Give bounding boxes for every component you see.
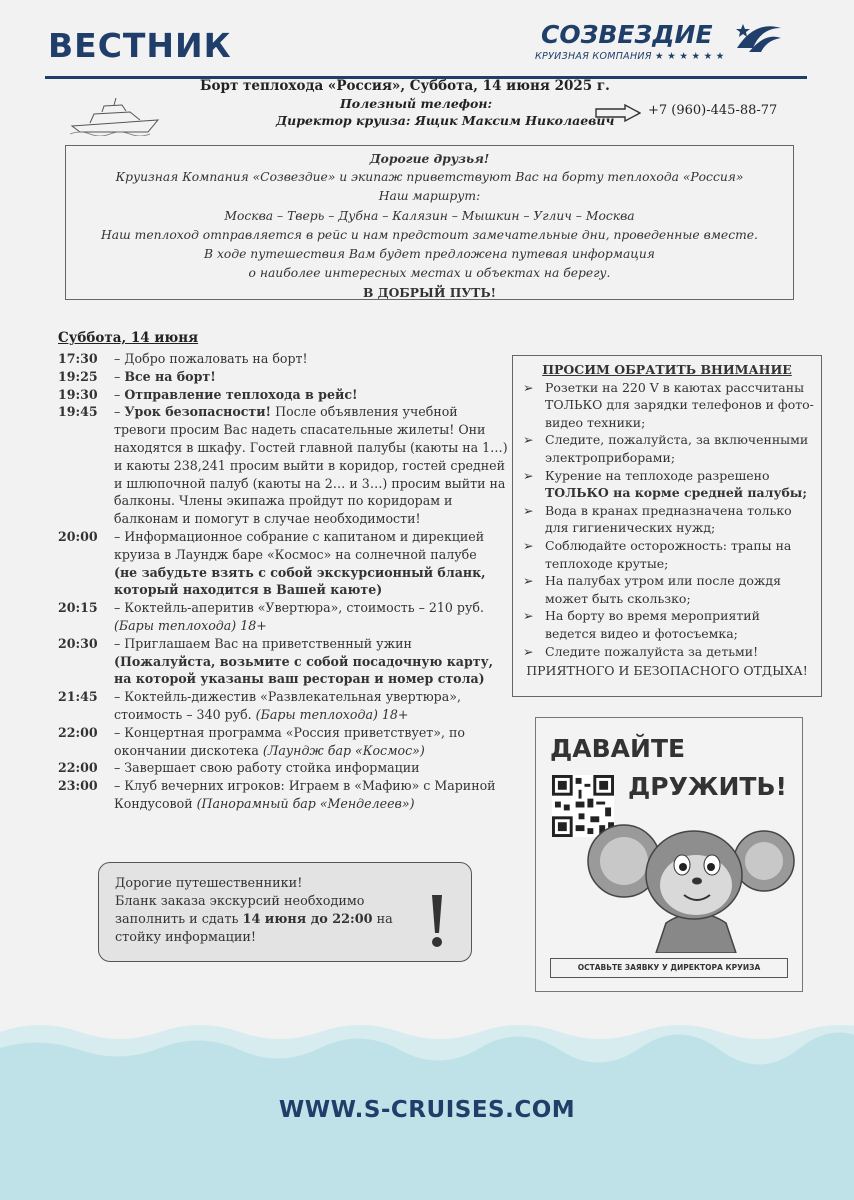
phone-number: +7 (960)-445-88-77 — [648, 103, 778, 118]
welcome-title: Дорогие друзья! — [369, 151, 490, 166]
checkmark-icon: ➢ — [523, 379, 534, 395]
checkmark-icon: ➢ — [523, 608, 534, 624]
schedule-item: 19:25 – Все на борт! — [58, 368, 216, 384]
attention-item: ➢ Следите, пожалуйста, за включенными электроприборами; — [523, 432, 809, 465]
checkmark-icon: ➢ — [523, 467, 534, 483]
schedule-list — [58, 350, 508, 813]
checkmark-icon: ➢ — [523, 502, 534, 518]
cheburashka-illustration-icon — [586, 803, 796, 953]
checkmark-icon: ➢ — [523, 537, 534, 553]
schedule-day: Суббота, 14 июня — [58, 330, 199, 346]
company-logo — [535, 20, 795, 80]
arrow-right-icon — [595, 104, 641, 122]
attention-closing: ПРИЯТНОГО И БЕЗОПАСНОГО ОТДЫХА! — [526, 663, 808, 679]
order-button[interactable]: ОСТАВЬТЕ ЗАЯВКУ У ДИРЕКТОРА КРУИЗА — [550, 958, 788, 978]
schedule-item: 19:30 – Отправление теплохода в рейс! — [58, 386, 358, 402]
phone-label: Полезный телефон: — [340, 96, 493, 111]
excursion-note — [98, 862, 472, 962]
attention-item: ➢ Следите пожалуйста за детьми! — [523, 643, 759, 659]
schedule-item: 22:00 – Завершает свою работу стойка информации — [58, 760, 420, 776]
attention-item: ➢ На борту во время мероприятий ведется видео и фотосъемка; — [523, 608, 760, 641]
cruise-director: Директор круиза: Ящик Максим Николаевич — [276, 113, 615, 128]
checkmark-icon: ➢ — [523, 432, 534, 448]
schedule-item: 21:45 – Коктейль-дижестив «Развлекательная увертюра», стоимость – 340 руб. (Бары теплохода) 18+ — [58, 689, 461, 722]
welcome-box — [65, 145, 794, 300]
attention-title: ПРОСИМ ОБРАТИТЬ ВНИМАНИЕ — [542, 362, 792, 377]
ship-icon — [70, 96, 165, 136]
checkmark-icon: ➢ — [523, 643, 534, 659]
welcome-line: Круизная Компания «Созвездие» и экипаж приветствуют Вас на борту теплохода «Россия» — [115, 170, 744, 185]
welcome-closing: В ДОБРЫЙ ПУТЬ! — [362, 285, 497, 301]
schedule-item: 23:00 – Клуб вечерних игроков: Играем в «Мафию» с Мариной Кондусовой (Панорамный бар «Менделеев») — [58, 778, 496, 811]
welcome-line: Наш теплоход отправляется в рейс и нам предстоит замечательные дни, проведенные вместе. — [101, 227, 758, 242]
schedule-item: 20:30 – Приглашаем Вас на приветственный ужин (Пожалуйста, возьмите с собой посадочную карту, на которой указаны ваш ресторан и номер стола) — [58, 635, 494, 687]
attention-item: ➢ На палубах утром или после дождя может быть скользко; — [523, 573, 781, 606]
board-line: Борт теплохода «Россия», Суббота, 14 июня 2025 г. — [200, 78, 610, 94]
note-text: Бланк заказа экскурсий необходимо заполнить и сдать 14 июня до 22:00 на стойку информации! — [115, 894, 393, 945]
masthead-title: ВЕСТНИК — [48, 26, 232, 65]
schedule-item: 22:00 – Концертная программа «Россия приветствует», по окончании дискотека (Лаундж бар «Космос») — [58, 724, 465, 758]
attention-item: ➢ Розетки на 220 V в каютах рассчитаны ТОЛЬКО для зарядки телефонов и фото-видео техники; — [523, 379, 814, 430]
promo-line1: ДАВАЙТЕ — [550, 734, 686, 763]
promo-card — [535, 717, 803, 992]
logo-subtitle: КРУИЗНАЯ КОМПАНИЯ ★ ★ ★ ★ ★ ★ — [535, 51, 725, 62]
website-link[interactable]: WWW.S-CRUISES.COM — [278, 1097, 576, 1123]
attention-box — [512, 355, 822, 697]
schedule-item: 19:45 – Урок безопасности! После объявления учебной тревоги просим Вас надеть спасательные жилеты! Они находятся в шкафу. Гостей главной палубы (каюты на 1…) и каюты 238,241 просим выйти в коридор, гостей средней и шлюпочной палуб (каюты на 2… и 3…) просим выйти на балконы. Члены экипажа пройдут по коридорам и балконам и помогут в случае необходимости! — [58, 404, 508, 527]
attention-item: ➢ Курение на теплоходе разрешено ТОЛЬКО на корме средней палубы; — [523, 467, 807, 501]
welcome-line: Москва – Тверь – Дубна – Калязин – Мышкин – Углич – Москва — [224, 208, 635, 223]
promo-line2: ДРУЖИТЬ! — [628, 772, 787, 801]
schedule-item: 17:30 – Добро пожаловать на борт! — [58, 351, 308, 366]
checkmark-icon: ➢ — [523, 573, 534, 589]
exclamation-icon — [425, 893, 449, 949]
attention-item: ➢ Соблюдайте осторожность: трапы на теплоходе крутые; — [523, 537, 792, 571]
welcome-line: В ходе путешествия Вам будет предложена путевая информация — [204, 247, 655, 262]
attention-item: ➢ Вода в кранах предназначена только для гигиенических нужд; — [523, 502, 792, 536]
welcome-line: о наиболее интересных местах и объектах на берегу. — [248, 266, 611, 281]
logo-swoosh-icon — [735, 18, 783, 58]
welcome-line: Наш маршрут: — [378, 189, 481, 204]
schedule-item: 20:15 – Коктейль-аперитив «Увертюра», стоимость – 210 руб. (Бары теплохода) 18+ — [58, 600, 484, 633]
logo-name: СОЗВЕЗДИЕ — [541, 20, 713, 49]
note-title: Дорогие путешественники! — [115, 876, 303, 891]
schedule-item: 20:00 – Информационное собрание с капитаном и дирекцией круиза в Лаундж баре «Космос» на солнечной палубе (не забудьте взять с собой экскурсионный бланк, который находится в Вашей каюте) — [58, 528, 486, 598]
